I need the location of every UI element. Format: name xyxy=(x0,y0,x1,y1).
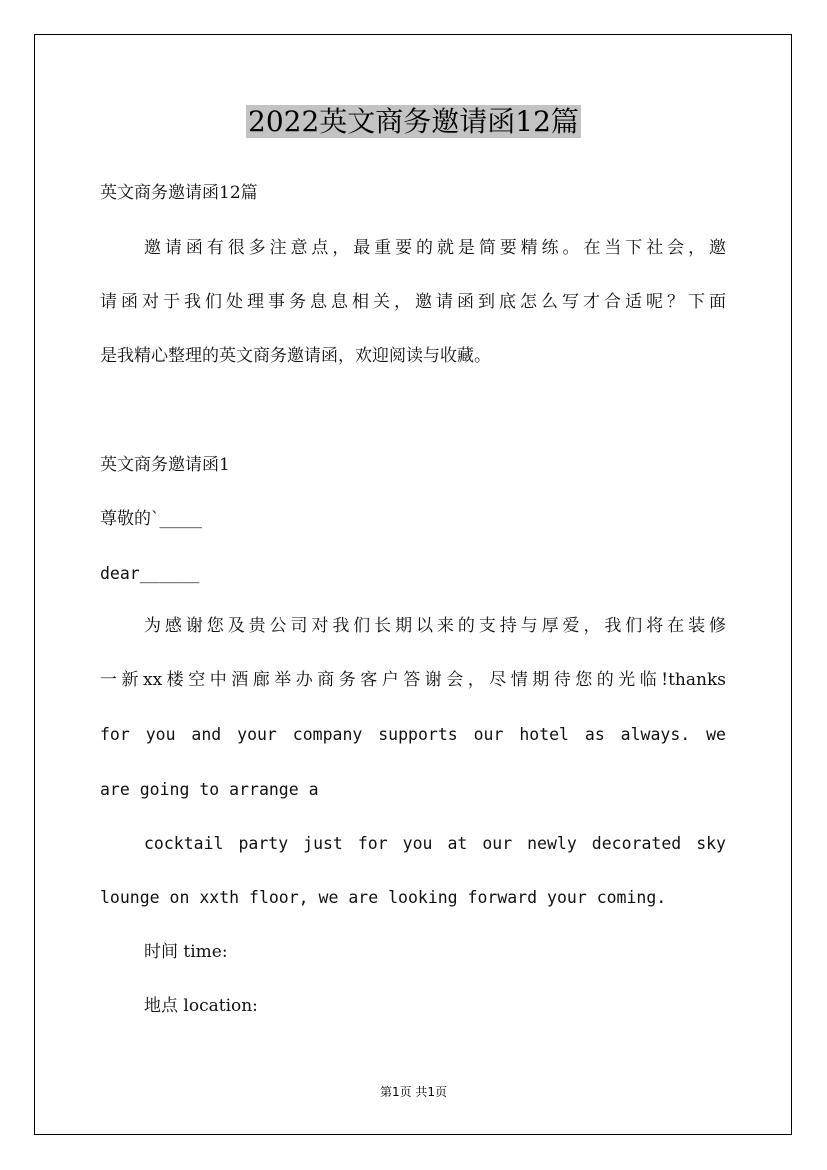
page-number: 第1页 共1页 xyxy=(379,1085,448,1099)
intro-line-3: 是我精心整理的英文商务邀请函，欢迎阅读与收藏。 xyxy=(100,346,491,366)
intro-line-2: 请函对于我们处理事务息息相关，邀请函到底怎么写才合适呢？下面 xyxy=(100,292,726,312)
document-title-text: 2022英文商务邀请函12篇 xyxy=(248,105,579,138)
document-subtitle: 英文商务邀请函12篇 xyxy=(100,183,258,203)
document-title xyxy=(0,100,827,144)
intro-line-1: 邀请函有很多注意点，最重要的就是简要精练。在当下社会，邀 xyxy=(144,238,726,258)
body-line-5: cocktail party just for you at our newly decorated sky xyxy=(144,834,726,853)
section-heading: 英文商务邀请函1 xyxy=(100,455,230,475)
body-line-4: are going to arrange a xyxy=(100,780,319,799)
salutation-english: dear______ xyxy=(100,564,200,583)
location-label: 地点 location: xyxy=(144,996,258,1016)
body-line-3: for you and your company supports our hotel as always. we xyxy=(100,725,726,744)
body-line-1: 为感谢您及贵公司对我们长期以来的支持与厚爱，我们将在装修 xyxy=(144,616,726,636)
body-line-2: 一新xx楼空中酒廊举办商务客户答谢会，尽情期待您的光临!thanks xyxy=(100,670,726,690)
time-label: 时间 time: xyxy=(144,942,228,962)
salutation-chinese: 尊敬的`_____ xyxy=(100,509,202,529)
body-line-6: lounge on xxth floor, we are looking forward your coming. xyxy=(100,888,667,907)
